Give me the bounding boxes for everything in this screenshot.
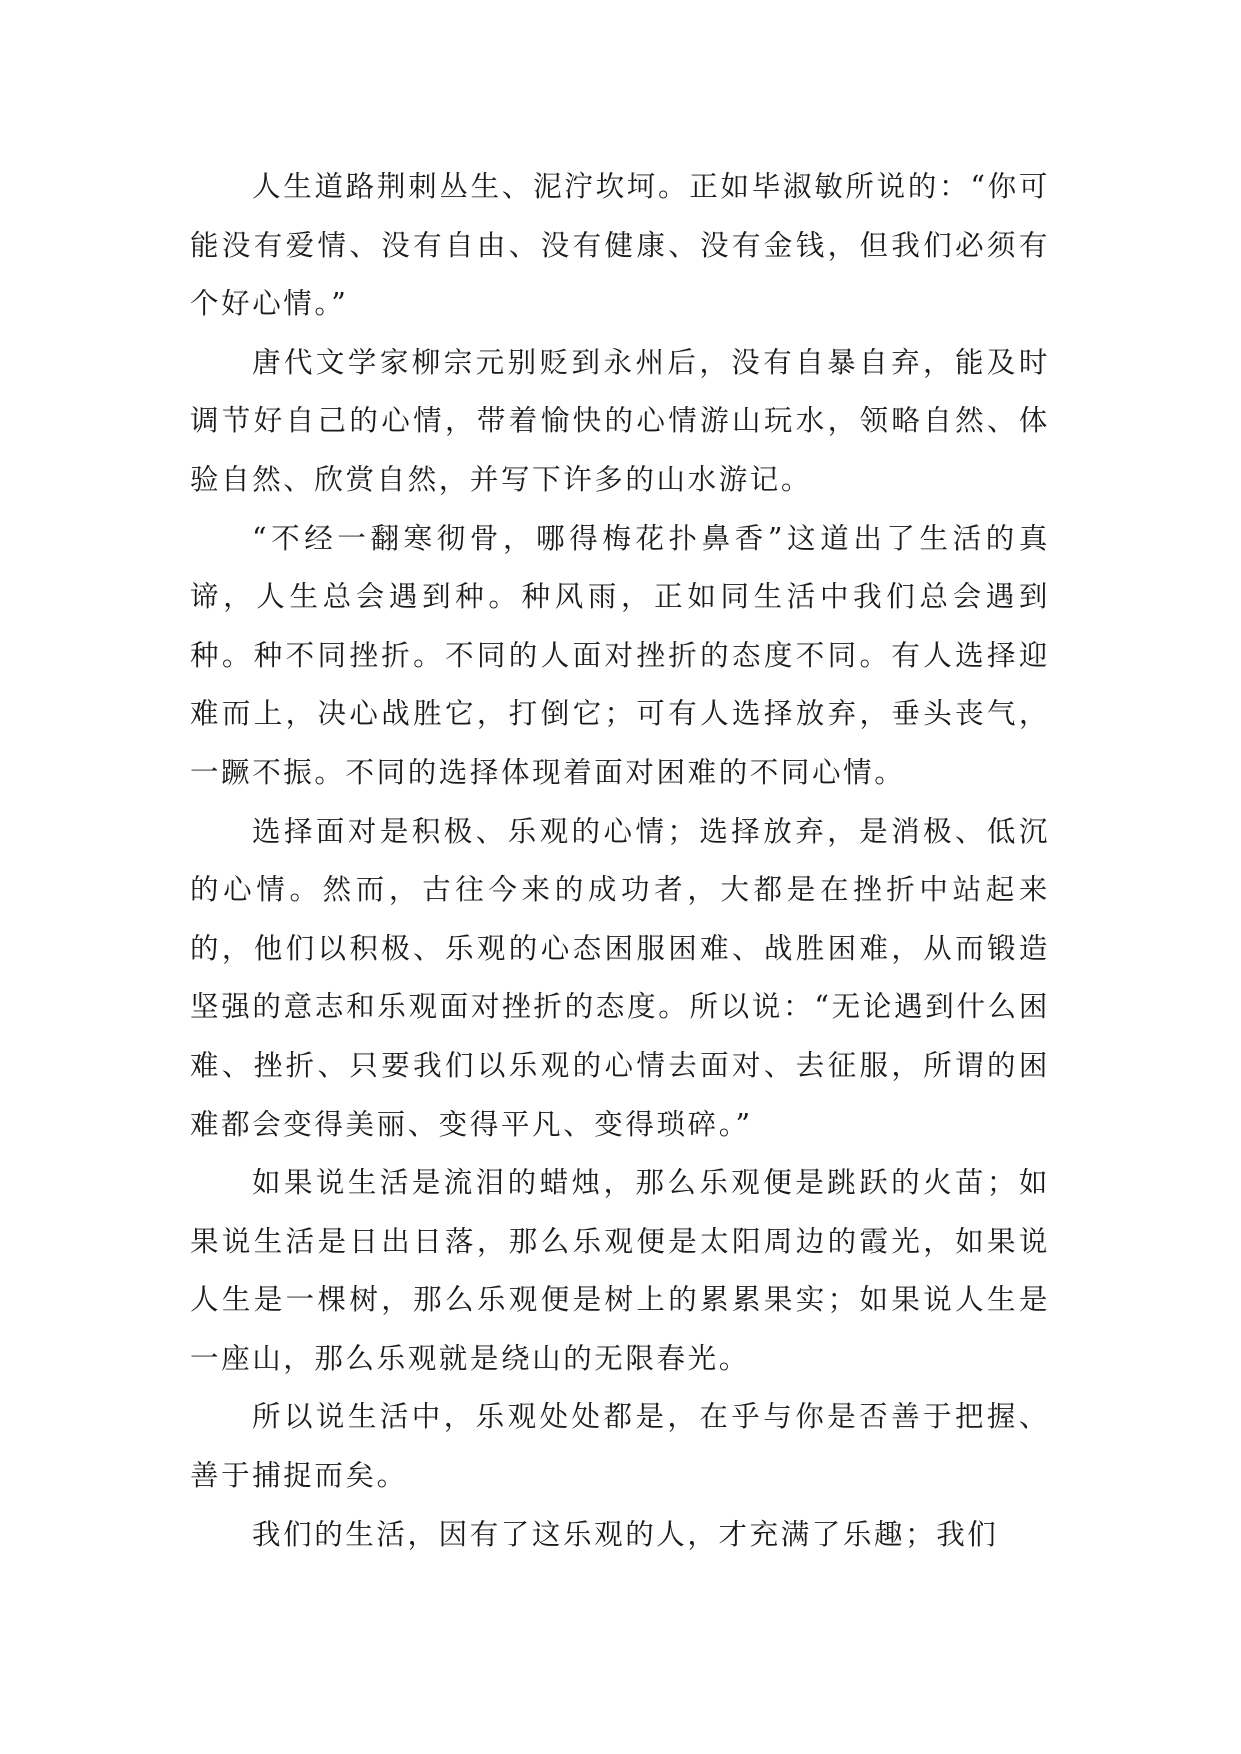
paragraph: 唐代文学家柳宗元别贬到永州后，没有自暴自弃，能及时调节好自己的心情，带着愉快的心情游山玩水，领略自然、体验自然、欣赏自然，并写下许多的山水游记。 (190, 345, 1050, 496)
paragraph: “不经一翻寒彻骨，哪得梅花扑鼻香”这道出了生活的真谛，人生总会遇到种。种风雨，正如同生活中我们总会遇到种。种不同挫折。不同的人面对挫折的态度不同。有人选择迎难而上，决心战胜它，打倒它；可有人选择放弃，垂头丧气，一蹶不振。不同的选择体现着面对困难的不同心情。 (190, 521, 1050, 789)
paragraph: 人生道路荆刺丛生、泥泞坎坷。正如毕淑敏所说的：“你可能没有爱情、没有自由、没有健康、没有金钱，但我们必须有个好心情。” (190, 170, 1050, 321)
paragraph: 所以说生活中，乐观处处都是，在乎与你是否善于把握、善于捕捉而矣。 (190, 1400, 1050, 1493)
document-body (190, 158, 1050, 1564)
paragraph: 我们的生活，因有了这乐观的人，才充满了乐趣；我们 (252, 1517, 999, 1551)
paragraph: 如果说生活是流泪的蜡烛，那么乐观便是跳跃的火苗；如果说生活是日出日落，那么乐观便是太阳周边的霞光，如果说人生是一棵树，那么乐观便是树上的累累果实；如果说人生是一座山，那么乐观就是绕山的无限春光。 (190, 1166, 1050, 1375)
paragraph: 选择面对是积极、乐观的心情；选择放弃，是消极、低沉的心情。然而，古往今来的成功者，大都是在挫折中站起来的，他们以积极、乐观的心态困服困难、战胜困难，从而锻造坚强的意志和乐观面对挫折的态度。所以说：“无论遇到什么困难、挫折、只要我们以乐观的心情去面对、去征服，所谓的困难都会变得美丽、变得平凡、变得琐碎。” (190, 814, 1050, 1141)
